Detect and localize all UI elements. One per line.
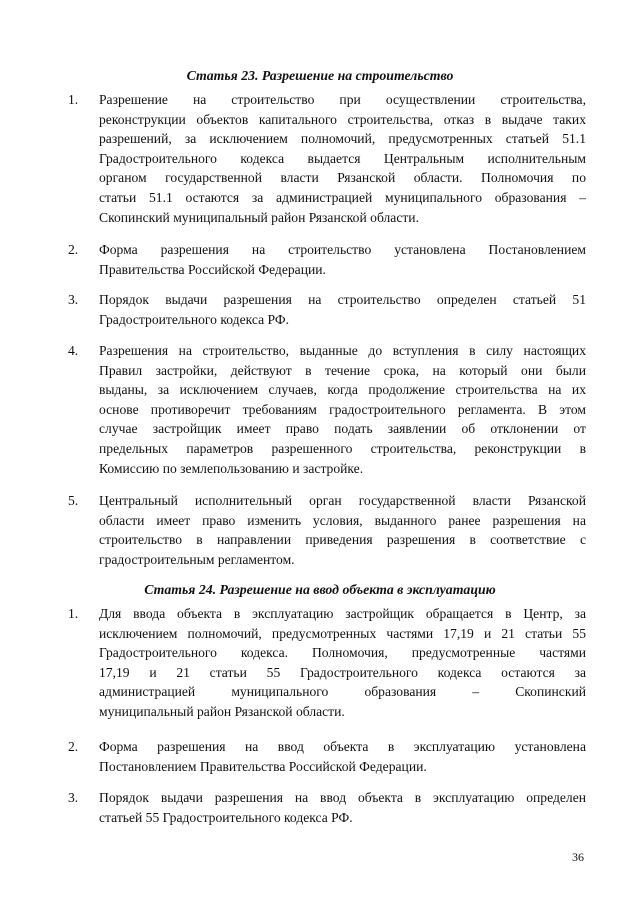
page-number: 36 — [572, 850, 584, 864]
list-item-text — [99, 90, 586, 227]
list-item — [68, 604, 586, 722]
text-line: муниципальный район Рязанской области. — [99, 703, 345, 719]
text-line: Правил застройки, действуют в течение срока, на который они были — [99, 362, 586, 378]
text-line: 17,19 и 21 статьи 55 Градостроительного кодекса остаются за — [99, 664, 586, 680]
text-line: органом государственной власти Рязанской области. Полномочия по — [99, 170, 586, 186]
text-line: Правительства Российской Федерации. — [99, 261, 326, 277]
text-line: Центральный исполнительный орган государственной власти Рязанской — [99, 493, 586, 508]
list-item-number: 3. — [68, 790, 79, 805]
list-item-text — [99, 604, 586, 722]
text-line: Форма разрешения на ввод объекта в эксплуатацию установлена — [99, 739, 586, 754]
list-item-number: 3. — [68, 292, 79, 307]
list-item-text — [99, 290, 586, 329]
list-item — [68, 737, 586, 776]
text-line: Разрешения на строительство, выданные до вступления в силу настоящих — [99, 343, 586, 358]
list-item — [68, 491, 586, 569]
article-24-heading: Статья 24. Разрешение на ввод объекта в эксплуатацию — [144, 582, 496, 597]
list-item — [68, 788, 586, 827]
list-item-number: 2. — [68, 242, 79, 257]
text-line: Порядок выдачи разрешения на ввод объекта в эксплуатацию определен — [99, 790, 586, 805]
list-item — [68, 240, 586, 279]
list-item-number: 5. — [68, 493, 79, 508]
text-line: Постановлением Правительства Российской Федерации. — [99, 758, 427, 774]
text-line: статьей 55 Градостроительного кодекса РФ. — [99, 809, 353, 825]
list-item-number: 2. — [68, 739, 79, 754]
text-line: Для ввода объекта в эксплуатацию застройщик обращается в Центр, за — [99, 606, 586, 621]
list-item-text — [99, 491, 586, 569]
text-line: Комиссию по землепользованию и застройке. — [99, 460, 364, 476]
text-line: Градостроительного кодекса РФ. — [99, 311, 289, 327]
text-line: Форма разрешения на строительство установлена Постановлением — [99, 242, 586, 257]
list-item-text — [99, 788, 586, 827]
text-line: реконструкции объектов капитального строительства, отказ в выдаче таких — [99, 111, 586, 127]
text-line: градостроительным регламентом. — [99, 551, 295, 567]
list-item-text — [99, 240, 586, 279]
list-item — [68, 290, 586, 329]
list-item-text — [99, 737, 586, 776]
list-item-number: 1. — [68, 92, 79, 107]
list-item-number: 4. — [68, 343, 79, 358]
text-line: области имеет право изменить условия, выданного ранее разрешения на — [99, 512, 586, 528]
list-item — [68, 341, 586, 478]
text-line: статьи 51.1 остаются за администрацией муниципального образования – — [99, 189, 586, 205]
text-line: Градостроительного кодекса выдается Центральным исполнительным — [99, 150, 586, 166]
text-line: Скопинский муниципальный район Рязанской области. — [99, 209, 419, 225]
list-item-number: 1. — [68, 606, 79, 621]
text-line: Порядок выдачи разрешения на строительство определен статьей 51 — [99, 292, 586, 307]
text-line: исключением полномочий, предусмотренных частями 17,19 и 21 статьи 55 — [99, 625, 586, 641]
text-line: Разрешение на строительство при осуществлении строительства, — [99, 92, 586, 107]
list-item-text — [99, 341, 586, 478]
text-line: выданы, за исключением случаев, когда продолжение строительства на их — [99, 382, 586, 398]
article-23-heading: Статья 23. Разрешение на строительство — [186, 68, 454, 83]
text-line: основе противоречит требованиям градостроительного регламента. В этом — [99, 401, 586, 417]
text-line: разрешений, за исключением полномочий, предусмотренных статьей 51.1 — [99, 131, 586, 147]
text-line: предельных параметров разрешенного строительства, реконструкции в — [99, 440, 586, 456]
text-line: администрацией муниципального образования – Скопинский — [99, 684, 586, 700]
text-line: Градостроительного кодекса. Полномочия, предусмотренные частями — [99, 645, 586, 661]
list-item — [68, 90, 586, 227]
text-line: строительство в направлении приведения разрешения в соответствие с — [99, 532, 586, 548]
text-line: случае застройщик имеет право подать заявлении об отклонении от — [99, 421, 586, 437]
